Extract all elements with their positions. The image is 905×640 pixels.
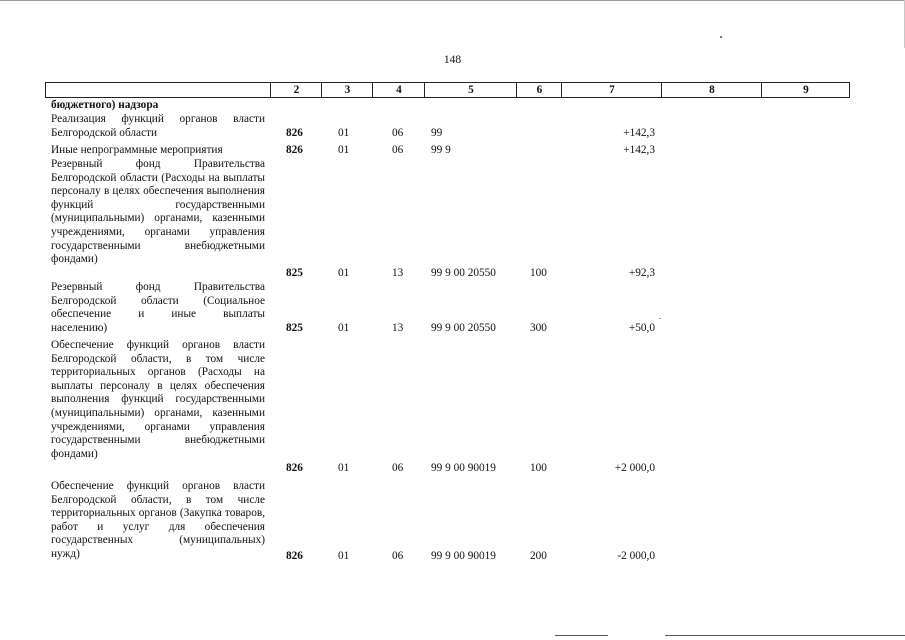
cell-c2: 825 (286, 322, 303, 334)
desc-line: товаров, работ и услуг для обеспечения (51, 507, 266, 533)
header-cell-6: 6 (516, 83, 562, 97)
cell-c4: 13 (392, 267, 404, 279)
cell-c4: 13 (392, 322, 404, 334)
header-cell-2: 2 (270, 83, 322, 97)
scan-speck (659, 318, 661, 319)
cell-c7: +50,0 (628, 322, 655, 334)
desc-line: органами управления (144, 225, 265, 238)
cell-c7: +142,3 (623, 127, 655, 139)
cell-c7: +142,3 (623, 144, 655, 156)
header-cell-4: 4 (372, 83, 425, 97)
desc-line: органами, казенными учреждениями, (51, 212, 265, 238)
cell-c5: 99 9 00 90019 (431, 550, 496, 562)
cell-c2: 826 (286, 550, 303, 562)
cell-c3: 01 (338, 127, 350, 139)
cell-c6: 100 (530, 267, 547, 279)
cell-c7: +92,3 (628, 267, 655, 279)
desc-line: территориальных органов (Закупка (51, 507, 222, 520)
cell-c5: 99 9 00 20550 (431, 267, 496, 279)
scan-speck (720, 36, 722, 38)
row-description (51, 113, 265, 140)
desc-line: территориальных органов (Расходы на (51, 366, 265, 379)
continuation-text (51, 99, 265, 113)
desc-line: государственными (муниципальными) (51, 393, 266, 419)
cell-c5: 99 9 (431, 144, 451, 156)
cell-c3: 01 (338, 462, 350, 474)
header-cell-3: 3 (321, 83, 373, 97)
cell-c2: 826 (286, 144, 303, 156)
desc-line: Белгородской области (51, 126, 158, 139)
cell-c6: 300 (530, 322, 547, 334)
bottom-rule (555, 635, 608, 636)
header-cell-7: 7 (561, 83, 662, 97)
cell-c6: 200 (530, 550, 547, 562)
cell-c6: 100 (530, 462, 547, 474)
cell-c3: 01 (338, 550, 350, 562)
desc-line: Иные непрограммные мероприятия (51, 144, 223, 156)
header-cell-9: 9 (761, 83, 850, 97)
cell-c5: 99 9 00 20550 (431, 322, 496, 334)
cell-c3: 01 (338, 322, 350, 334)
cell-c7: +2 000,0 (614, 462, 655, 474)
desc-line: выплаты персоналу в целях обеспечения (51, 379, 265, 392)
desc-line: нужд) (51, 547, 80, 560)
desc-line: Резервный фонд Правительства (51, 281, 265, 293)
desc-line: Белгородской области (Расходы на (51, 171, 220, 184)
cell-c4: 06 (392, 550, 404, 562)
cell-c4: 06 (392, 462, 404, 474)
row-description (51, 480, 265, 562)
desc-line: государственными внебюджетными (51, 434, 265, 447)
desc-line: Белгородской области (Социальное (51, 294, 265, 307)
desc-line: Обеспечение функций органов власти (51, 480, 265, 492)
desc-line: выплаты персоналу в целях обеспечения (51, 171, 265, 198)
desc-line: государственными внебюджетными (51, 239, 265, 252)
desc-line: фондами) (51, 253, 98, 266)
cell-c5: 99 9 00 90019 (431, 462, 496, 474)
desc-line: государственных (муниципальных) (51, 534, 265, 547)
bottom-rule (665, 635, 905, 636)
row-description (51, 339, 265, 461)
desc-line: Реализация функций органов власти (51, 113, 265, 125)
cell-c2: 826 (286, 127, 303, 139)
cell-c3: 01 (338, 144, 350, 156)
page-number: 148 (443, 54, 462, 66)
desc-line: населению) (51, 321, 108, 334)
desc-line: выполнения функций (51, 393, 164, 406)
row-description (51, 144, 265, 158)
desc-line: Белгородской области, в том числе (51, 493, 265, 506)
continuation-line: бюджетного) надзора (51, 99, 159, 111)
desc-line: выполнения функций (51, 185, 266, 211)
cell-c7: -2 000,0 (617, 550, 655, 562)
desc-line: Резервный фонд Правительства (51, 158, 265, 170)
desc-line: государственными (муниципальными) (51, 198, 265, 225)
desc-line: органами управления (144, 420, 265, 433)
header-cell-5: 5 (424, 83, 517, 97)
desc-line: обеспечение и иные выплаты (51, 308, 265, 321)
cell-c2: 825 (286, 267, 303, 279)
desc-line: фондами) (51, 447, 98, 460)
table-header (45, 82, 850, 98)
desc-line: Белгородской области, в том числе (51, 352, 265, 365)
cell-c3: 01 (338, 267, 350, 279)
row-description (51, 158, 265, 267)
header-cell-8: 8 (661, 83, 762, 97)
cell-c5: 99 (431, 127, 443, 139)
desc-line: Обеспечение функций органов власти (51, 339, 265, 351)
cell-c4: 06 (392, 144, 404, 156)
desc-line: органами, казенными учреждениями, (51, 406, 265, 433)
header-cell-1 (46, 83, 270, 97)
cell-c4: 06 (392, 127, 404, 139)
top-border-line (0, 0, 905, 1)
cell-c2: 826 (286, 462, 303, 474)
row-description (51, 281, 265, 335)
